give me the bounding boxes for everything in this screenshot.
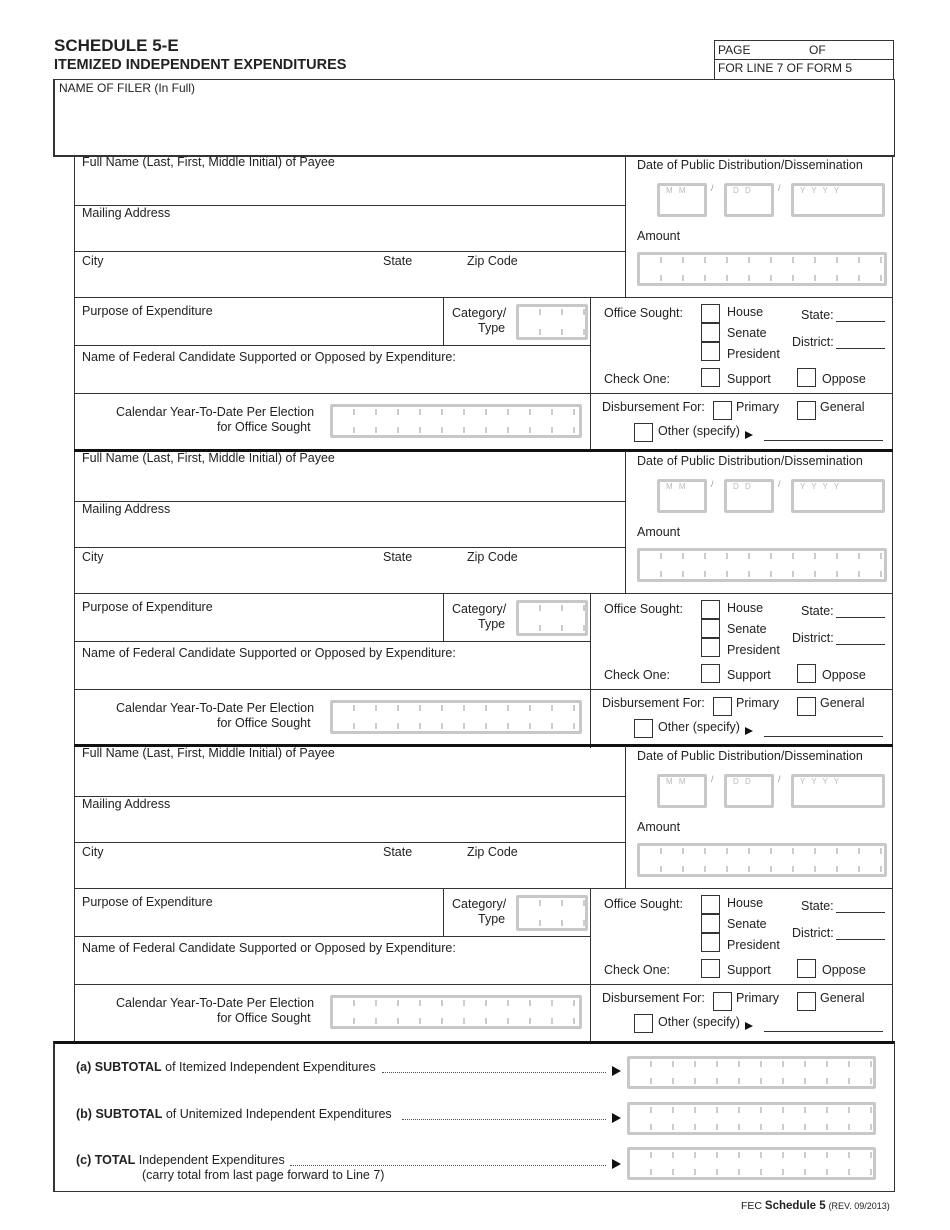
president-checkbox[interactable]	[701, 933, 720, 952]
other-specify-label: Other (specify)	[658, 720, 740, 734]
other-specify-field[interactable]	[764, 440, 883, 441]
date-year-field[interactable]	[791, 774, 885, 808]
mailing-address-label: Mailing Address	[82, 797, 171, 811]
date-day-hint: D D	[733, 777, 753, 786]
state-label: State	[383, 845, 413, 859]
page-box	[714, 40, 894, 80]
president-label: President	[727, 643, 780, 657]
payee-name-label: Full Name (Last, First, Middle Initial) of Payee	[82, 155, 335, 169]
date-label: Date of Public Distribution/Dissemination	[637, 454, 863, 468]
primary-checkbox[interactable]	[713, 401, 732, 420]
zip-label: Zip Code	[467, 550, 518, 564]
candidate-label: Name of Federal Candidate Supported or Opposed by Expenditure:	[82, 646, 456, 660]
payee-name-label: Full Name (Last, First, Middle Initial) of Payee	[82, 451, 335, 465]
office-district-label: District:	[792, 926, 834, 940]
mailing-address-label: Mailing Address	[82, 502, 171, 516]
office-sought-label: Office Sought:	[604, 306, 683, 320]
subtotal-a-prefix: (a)	[76, 1060, 92, 1074]
type-label: Type	[478, 321, 506, 335]
total-c-label	[76, 1153, 285, 1167]
subtotal-b-text: of Unitemized Independent Expenditures	[165, 1107, 392, 1121]
house-checkbox[interactable]	[701, 304, 720, 323]
total-c-bold: TOTAL	[94, 1153, 136, 1167]
subtotal-a-label	[76, 1060, 376, 1074]
primary-label: Primary	[736, 696, 780, 710]
house-label: House	[727, 896, 764, 910]
arrow-icon	[612, 1066, 621, 1076]
date-label: Date of Public Distribution/Dissemination	[637, 158, 863, 172]
date-label: Date of Public Distribution/Dissemination	[637, 749, 863, 763]
office-state-field[interactable]	[836, 912, 885, 913]
office-district-field[interactable]	[836, 644, 885, 645]
total-c-prefix: (c)	[76, 1153, 92, 1167]
subtotal-b-prefix: (b)	[76, 1107, 92, 1121]
date-month-hint: M M	[666, 186, 688, 195]
senate-label: Senate	[727, 326, 767, 340]
amount-label: Amount	[637, 820, 681, 834]
disbursement-for-label: Disbursement For:	[602, 991, 705, 1005]
general-label: General	[820, 991, 865, 1005]
footer-schedule: Schedule 5	[764, 1200, 826, 1212]
office-sought-label: Office Sought:	[604, 897, 683, 911]
check-one-label: Check One:	[604, 372, 671, 386]
amount-field[interactable]	[637, 548, 887, 582]
schedule-title: SCHEDULE 5-E	[54, 36, 179, 55]
date-separator: /	[711, 479, 714, 489]
arrow-icon	[745, 431, 753, 439]
city-label: City	[82, 845, 104, 859]
ytd-label-line1: Calendar Year-To-Date Per Election	[116, 405, 315, 419]
footer-rev: (REV. 09/2013)	[828, 1201, 890, 1211]
primary-checkbox[interactable]	[713, 697, 732, 716]
total-c-note: (carry total from last page forward to Line 7)	[142, 1168, 385, 1182]
date-separator: /	[711, 183, 714, 193]
date-year-field[interactable]	[791, 479, 885, 513]
general-checkbox[interactable]	[797, 697, 816, 716]
ytd-label-line2: for Office Sought	[217, 1011, 311, 1025]
primary-checkbox[interactable]	[713, 992, 732, 1011]
support-label: Support	[727, 668, 771, 682]
oppose-label: Oppose	[822, 372, 866, 386]
date-month-field[interactable]	[657, 774, 707, 808]
senate-checkbox[interactable]	[701, 619, 720, 638]
subtotal-b-bold: SUBTOTAL	[95, 1107, 163, 1121]
amount-field[interactable]	[637, 843, 887, 877]
date-day-field[interactable]	[724, 479, 774, 513]
amount-label: Amount	[637, 525, 681, 539]
subtotal-a-bold: SUBTOTAL	[94, 1060, 162, 1074]
date-day-field[interactable]	[724, 183, 774, 217]
date-separator: /	[778, 479, 781, 489]
office-state-label: State:	[801, 604, 834, 618]
other-checkbox[interactable]	[634, 1014, 653, 1033]
general-label: General	[820, 696, 865, 710]
subtotal-a-text: of Itemized Independent Expenditures	[165, 1060, 376, 1074]
type-label: Type	[478, 617, 506, 631]
ytd-label-line1: Calendar Year-To-Date Per Election	[116, 996, 315, 1010]
page-label: PAGE	[718, 43, 751, 57]
house-label: House	[727, 601, 764, 615]
filer-name-field[interactable]	[53, 79, 895, 157]
other-checkbox[interactable]	[634, 423, 653, 442]
president-label: President	[727, 938, 780, 952]
office-district-label: District:	[792, 631, 834, 645]
arrow-icon	[612, 1159, 621, 1169]
date-year-hint: Y Y Y Y	[800, 186, 842, 195]
other-specify-label: Other (specify)	[658, 424, 740, 438]
footer-fec: FEC	[741, 1200, 762, 1212]
category-label: Category/	[452, 897, 507, 911]
disbursement-for-label: Disbursement For:	[602, 696, 705, 710]
purpose-label: Purpose of Expenditure	[82, 600, 213, 614]
zip-label: Zip Code	[467, 845, 518, 859]
date-separator: /	[711, 774, 714, 784]
category-label: Category/	[452, 602, 507, 616]
president-checkbox[interactable]	[701, 638, 720, 657]
oppose-checkbox[interactable]	[797, 664, 816, 683]
date-year-hint: Y Y Y Y	[800, 777, 842, 786]
zip-label: Zip Code	[467, 254, 518, 268]
date-separator: /	[778, 183, 781, 193]
ytd-label-line1: Calendar Year-To-Date Per Election	[116, 701, 315, 715]
purpose-label: Purpose of Expenditure	[82, 304, 213, 318]
category-type-field[interactable]	[516, 600, 588, 636]
amount-field[interactable]	[637, 252, 887, 286]
ytd-label-line2: for Office Sought	[217, 716, 311, 730]
date-year-hint: Y Y Y Y	[800, 482, 842, 491]
office-district-field[interactable]	[836, 348, 885, 349]
office-state-field[interactable]	[836, 321, 885, 322]
primary-label: Primary	[736, 991, 780, 1005]
payee-name-label: Full Name (Last, First, Middle Initial) of Payee	[82, 746, 335, 760]
candidate-label: Name of Federal Candidate Supported or Opposed by Expenditure:	[82, 350, 456, 364]
house-checkbox[interactable]	[701, 895, 720, 914]
subtotal-b-amount-field[interactable]	[627, 1102, 876, 1135]
support-label: Support	[727, 372, 771, 386]
support-label: Support	[727, 963, 771, 977]
date-month-field[interactable]	[657, 479, 707, 513]
senate-checkbox[interactable]	[701, 323, 720, 342]
date-year-field[interactable]	[791, 183, 885, 217]
check-one-label: Check One:	[604, 963, 671, 977]
total-c-amount-field[interactable]	[627, 1147, 876, 1180]
support-checkbox[interactable]	[701, 664, 720, 683]
city-label: City	[82, 254, 104, 268]
office-district-label: District:	[792, 335, 834, 349]
oppose-checkbox[interactable]	[797, 368, 816, 387]
category-label: Category/	[452, 306, 507, 320]
other-specify-label: Other (specify)	[658, 1015, 740, 1029]
check-one-label: Check One:	[604, 668, 671, 682]
category-type-field[interactable]	[516, 304, 588, 340]
senate-label: Senate	[727, 622, 767, 636]
date-month-hint: M M	[666, 482, 688, 491]
date-month-hint: M M	[666, 777, 688, 786]
type-label: Type	[478, 912, 506, 926]
of-label: OF	[809, 43, 826, 57]
state-label: State	[383, 550, 413, 564]
arrow-icon	[612, 1113, 621, 1123]
other-checkbox[interactable]	[634, 719, 653, 738]
ytd-amount-field[interactable]	[330, 700, 582, 734]
oppose-label: Oppose	[822, 668, 866, 682]
ytd-amount-field[interactable]	[330, 404, 582, 438]
office-state-label: State:	[801, 308, 834, 322]
general-label: General	[820, 400, 865, 414]
footer	[741, 1200, 890, 1212]
date-day-field[interactable]	[724, 774, 774, 808]
office-district-field[interactable]	[836, 939, 885, 940]
subtotal-b-label	[76, 1107, 392, 1121]
total-c-text: Independent Expenditures	[138, 1153, 285, 1167]
mailing-address-label: Mailing Address	[82, 206, 171, 220]
category-type-field[interactable]	[516, 895, 588, 931]
schedule-subtitle: ITEMIZED INDEPENDENT EXPENDITURES	[54, 57, 347, 73]
other-specify-field[interactable]	[764, 1031, 883, 1032]
president-label: President	[727, 347, 780, 361]
oppose-checkbox[interactable]	[797, 959, 816, 978]
senate-label: Senate	[727, 917, 767, 931]
disbursement-for-label: Disbursement For:	[602, 400, 705, 414]
arrow-icon	[745, 727, 753, 735]
date-separator: /	[778, 774, 781, 784]
candidate-label: Name of Federal Candidate Supported or Opposed by Expenditure:	[82, 941, 456, 955]
support-checkbox[interactable]	[701, 368, 720, 387]
office-sought-label: Office Sought:	[604, 602, 683, 616]
office-state-field[interactable]	[836, 617, 885, 618]
house-checkbox[interactable]	[701, 600, 720, 619]
general-checkbox[interactable]	[797, 401, 816, 420]
subtotal-a-amount-field[interactable]	[627, 1056, 876, 1089]
purpose-label: Purpose of Expenditure	[82, 895, 213, 909]
date-day-hint: D D	[733, 482, 753, 491]
house-label: House	[727, 305, 764, 319]
arrow-icon	[745, 1022, 753, 1030]
city-state-zip-field[interactable]	[76, 549, 622, 591]
city-state-zip-field[interactable]	[76, 844, 622, 886]
date-month-field[interactable]	[657, 183, 707, 217]
senate-checkbox[interactable]	[701, 914, 720, 933]
filer-name-label: NAME OF FILER (In Full)	[59, 81, 196, 95]
ytd-amount-field[interactable]	[330, 995, 582, 1029]
date-day-hint: D D	[733, 186, 753, 195]
oppose-label: Oppose	[822, 963, 866, 977]
ytd-label-line2: for Office Sought	[217, 420, 311, 434]
city-label: City	[82, 550, 104, 564]
support-checkbox[interactable]	[701, 959, 720, 978]
amount-label: Amount	[637, 229, 681, 243]
city-state-zip-field[interactable]	[76, 253, 622, 295]
president-checkbox[interactable]	[701, 342, 720, 361]
state-label: State	[383, 254, 413, 268]
general-checkbox[interactable]	[797, 992, 816, 1011]
line-reference: FOR LINE 7 OF FORM 5	[718, 61, 853, 75]
office-state-label: State:	[801, 899, 834, 913]
primary-label: Primary	[736, 400, 780, 414]
other-specify-field[interactable]	[764, 736, 883, 737]
